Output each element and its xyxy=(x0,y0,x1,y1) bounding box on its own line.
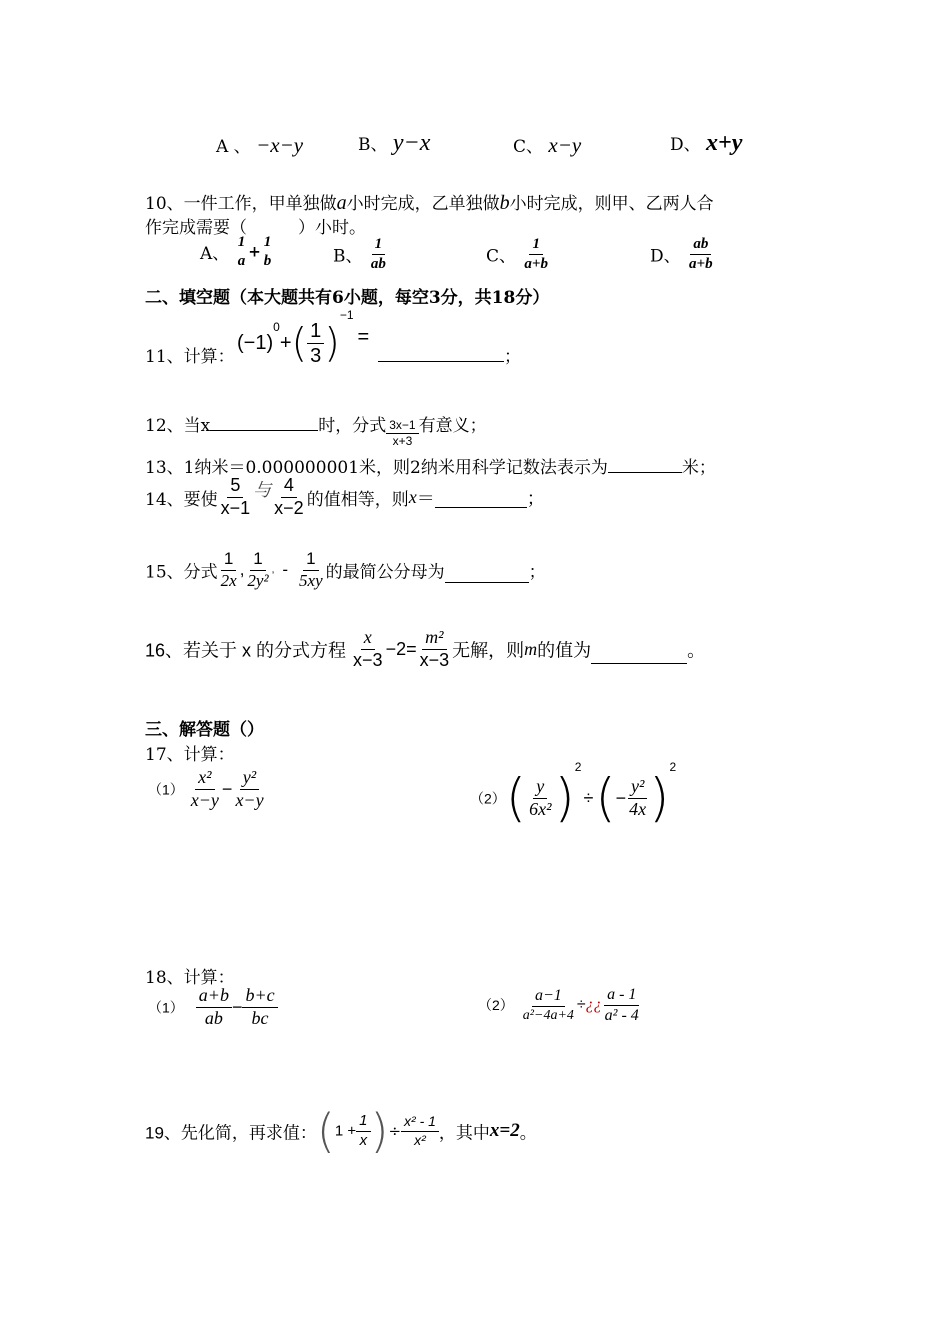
section2-title: 二、填空题（本大题共有6小题，每空3分，共18分） xyxy=(145,288,550,308)
q11-label: 11、计算： xyxy=(145,347,235,367)
q9-option-b: B、 y−x xyxy=(358,130,431,156)
q9-option-c-expr: x−y xyxy=(548,133,582,157)
q14-line: 14、要使 $\frac{5}{x-1}$ 与 $\frac{4}{x-2}$ 的值相等，则x＝ ； xyxy=(145,475,545,518)
q10-option-a: A、 1 a + 1 b xyxy=(200,234,272,269)
q12-line: 12、当x 时，分式 $\frac{3x-1}{x+3}$ 有意义； xyxy=(145,416,487,449)
q10-option-d: D、 $\frac{ab}{a+b}$ xyxy=(650,236,713,272)
q9-option-c: C、 x−y xyxy=(513,133,582,157)
q17-part2: （2）( $\frac{y}{\text{6x²}}$ )$^2$÷(− $\frac{\text{y²}}{4x}$ )$^2$ xyxy=(470,760,677,829)
q19-line: 19、先化简，再求值：(1 + $\frac{1}{x}$ )÷ $\frac{\text{x² - 1}}{\text{x²}}$ ，其中x=2。 xyxy=(145,1104,537,1158)
q11-answer-blank[interactable]: ； xyxy=(378,342,521,367)
q9-option-a-expr: −x−y xyxy=(256,133,304,157)
q18-part2: （2） $\frac{a-1}{\text{a²−4a+4}}$ ÷¿¿ $\frac{a - 1}{\text{a² - 4}}$ xyxy=(478,986,639,1024)
q16-answer-blank[interactable] xyxy=(591,647,687,664)
q10-line1: 10、一件工作，甲单独做a小时完成，乙单独做b小时完成，则甲、乙两人合 xyxy=(145,192,714,214)
q9-option-a: A 、 −x−y xyxy=(216,133,304,157)
q9-option-d-expr: x+y xyxy=(706,130,743,156)
q15-answer-blank[interactable] xyxy=(445,566,529,583)
q11-expression: $(-1)^0+$( $\frac{1}{3}$ )$^{-1}$= xyxy=(237,308,370,368)
section3-title: 三、解答题（） xyxy=(145,720,264,740)
q10-option-b: B、 $\frac{1}{ab}$ xyxy=(333,236,386,272)
q17-part1: （1） $\frac{\text{x²}}{x-y}$ − $\frac{\text{y²}}{x-y}$ xyxy=(148,767,264,810)
q18-part1: （1） $\frac{a+b}{ab}$ − $\frac{b+c}{bc}$ xyxy=(148,986,278,1029)
q9-option-d: D、 x+y xyxy=(670,130,743,156)
q10-line2: 作完成需要（ ）小时。 xyxy=(145,218,366,238)
q16-line: 16、若关于 x 的分式方程 $\frac{x}{x-3}$ −2= $\frac{\text{m²}}{x-3}$ 无解，则m的值为 。 xyxy=(145,627,706,670)
q18-artifact: ¿¿ xyxy=(585,996,602,1014)
q14-answer-blank[interactable] xyxy=(435,491,527,508)
q15-line: 15、分式 $\frac{1}{2x}$ , $\frac{1}{\text{2y²}}$ , - $\frac{1}{5xy}$ 的最简公分母为 ； xyxy=(145,549,546,590)
q13-answer-blank[interactable] xyxy=(608,456,682,473)
q10-option-c: C、 $\frac{1}{a+b}$ xyxy=(486,236,548,272)
q18-label: 18、计算： xyxy=(145,968,235,988)
q12-answer-blank[interactable] xyxy=(210,414,318,431)
q13-line: 13、1纳米＝0.000000001米，则2纳米用科学记数法表示为 米； xyxy=(145,458,716,478)
q9-option-b-expr: y−x xyxy=(392,130,431,156)
q17-label: 17、计算： xyxy=(145,745,235,765)
